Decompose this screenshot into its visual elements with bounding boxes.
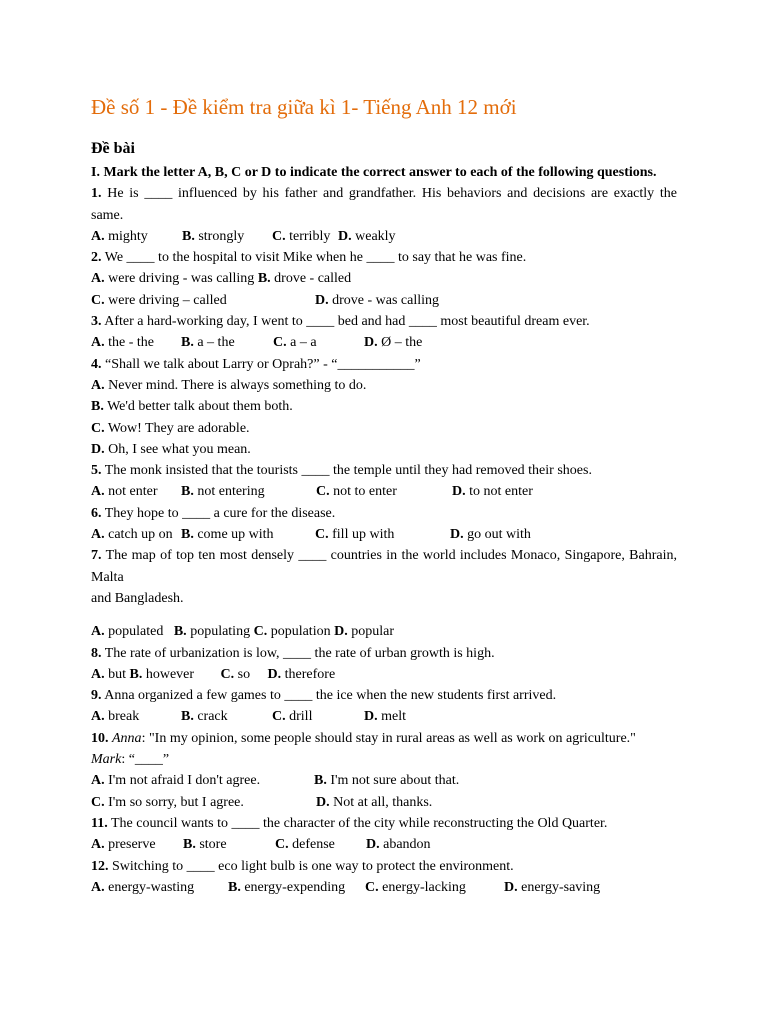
option-c: not to enter — [333, 484, 397, 500]
option-c: population — [270, 624, 331, 640]
question-6 — [91, 503, 677, 524]
option-b: a – the — [197, 335, 235, 351]
option-c: drill — [289, 709, 313, 725]
option-b: crack — [197, 709, 228, 725]
option-c: terribly — [289, 228, 331, 244]
option-c: were driving – called — [108, 292, 227, 308]
question-body — [91, 162, 677, 898]
option-a: the - the — [108, 335, 154, 351]
option-a: break — [108, 709, 140, 725]
question-11 — [91, 813, 677, 834]
instruction: I. Mark the letter A, B, C or D to indicate the correct answer to each of the following questions. — [91, 165, 657, 180]
question-text: The monk insisted that the tourists ____ the temple until they had removed their shoes. — [101, 463, 592, 479]
options-2-cd: C. were driving – called D. drove - was calling — [91, 292, 440, 308]
question-2 — [91, 247, 677, 268]
option-d: Not at all, thanks. — [333, 794, 433, 810]
option-a: were driving - was calling — [108, 271, 255, 287]
section-heading: Đề bài — [91, 140, 135, 157]
option-b: not entering — [197, 484, 265, 500]
option-b: populating — [190, 624, 251, 640]
question-text: Anna organized a few games to ____ the ice when the new students first arrived. — [101, 688, 557, 704]
question-5 — [91, 460, 677, 481]
question-number: 3. — [91, 314, 102, 330]
question-text: He is ____ influenced by his father and grandfather. His behaviors and decisions are exactly the same. — [91, 186, 677, 223]
speaker-anna: Anna — [112, 730, 142, 746]
option-c: a – a — [290, 335, 317, 351]
option-a: preserve — [108, 837, 156, 853]
question-text: After a hard-working day, I went to ____ bed and had ____ most beautiful dream ever. — [101, 314, 590, 330]
option-c: energy-lacking — [382, 879, 466, 895]
option-d: abandon — [383, 837, 431, 853]
question-text: “Shall we talk about Larry or Oprah?” - “___________” — [101, 356, 421, 372]
options-11: A. preserve B. store C. defense D. abandon — [91, 837, 431, 853]
option-a: I'm not afraid I don't agree. — [108, 773, 261, 789]
question-number: 1. — [91, 186, 102, 202]
option-a: energy-wasting — [108, 879, 195, 895]
option-d: drove - was calling — [332, 292, 440, 308]
option-d: Oh, I see what you mean. — [108, 441, 251, 457]
question-8 — [91, 643, 677, 664]
options-12: A. energy-wasting B. energy-expending C. energy-lacking D. energy-saving — [91, 879, 601, 895]
question-number: 9. — [91, 688, 102, 704]
question-text: Switching to ____ eco light bulb is one way to protect the environment. — [108, 858, 514, 874]
options-10-ab: A. I'm not afraid I don't agree. B. I'm not sure about that. — [91, 773, 460, 789]
question-10-reply: Mark: “____” — [91, 752, 170, 768]
question-10 — [91, 728, 677, 749]
option-b: I'm not sure about that. — [330, 773, 460, 789]
option-c: Wow! They are adorable. — [107, 420, 250, 436]
option-b: come up with — [197, 527, 274, 543]
question-number: 11. — [91, 815, 108, 831]
question-number: 10. — [91, 730, 109, 746]
options-7: A. populated B. populating C. population D. popular — [91, 624, 394, 640]
option-4d: D. Oh, I see what you mean. — [91, 441, 251, 457]
option-b: strongly — [198, 228, 245, 244]
option-c: fill up with — [332, 527, 395, 543]
question-number: 6. — [91, 505, 102, 521]
question-12 — [91, 856, 677, 877]
option-a: not enter — [108, 484, 158, 500]
question-number: 12. — [91, 858, 109, 874]
option-d: go out with — [467, 527, 531, 543]
speaker-mark: Mark — [91, 752, 122, 768]
options-2-ab: A. were driving - was calling B. drove - called — [91, 271, 352, 287]
question-text: : "In my opinion, some people should stay in rural areas as well as work on agriculture." — [141, 730, 636, 746]
options-3: A. the - the B. a – the C. a – a D. Ø – the — [91, 335, 423, 351]
question-text: The rate of urbanization is low, ____ the rate of urban growth is high. — [101, 645, 495, 661]
options-8: A. but B. however C. so D. therefore — [91, 666, 336, 682]
option-d: therefore — [284, 666, 336, 682]
question-number: 5. — [91, 463, 102, 479]
options-9: A. break B. crack C. drill D. melt — [91, 709, 407, 725]
question-7-cont: and Bangladesh. — [91, 590, 184, 606]
option-b: store — [199, 837, 227, 853]
option-b: We'd better talk about them both. — [107, 399, 293, 415]
question-4 — [91, 354, 677, 375]
option-a: mighty — [108, 228, 148, 244]
option-d: energy-saving — [521, 879, 601, 895]
option-a: populated — [108, 624, 164, 640]
option-a: but — [108, 666, 127, 682]
options-10-cd: C. I'm so sorry, but I agree. D. Not at all, thanks. — [91, 794, 433, 810]
option-d: to not enter — [469, 484, 533, 500]
question-number: 4. — [91, 356, 102, 372]
question-number: 8. — [91, 645, 102, 661]
option-a: Never mind. There is always something to do. — [108, 377, 367, 393]
options-6: A. catch up on B. come up with C. fill up with D. go out with — [91, 527, 531, 543]
option-a: catch up on — [108, 527, 173, 543]
options-1: A. mighty B. strongly C. terribly D. weakly — [91, 228, 396, 244]
document-title: Đề số 1 - Đề kiểm tra giữa kì 1- Tiếng Anh 12 mới — [91, 95, 517, 119]
question-7 — [91, 545, 677, 588]
question-number: 2. — [91, 250, 102, 266]
question-3 — [91, 311, 677, 332]
option-b: however — [145, 666, 195, 682]
option-d: Ø – the — [381, 335, 423, 351]
option-c: I'm so sorry, but I agree. — [108, 794, 244, 810]
question-text: We ____ to the hospital to visit Mike when he ____ to say that he was fine. — [101, 250, 527, 266]
option-d: popular — [351, 624, 394, 640]
question-text: The council wants to ____ the character of the city while reconstructing the Old Quarter. — [107, 815, 608, 831]
question-text: The map of top ten most densely ____ countries in the world includes Monaco, Singapore, Bahrain, Malta — [91, 548, 677, 585]
option-d: weakly — [355, 228, 396, 244]
options-5: A. not enter B. not entering C. not to enter D. to not enter — [91, 484, 533, 500]
question-text: They hope to ____ a cure for the disease. — [101, 505, 336, 521]
option-b: drove - called — [274, 271, 352, 287]
option-4a: A. Never mind. There is always something to do. — [91, 377, 367, 393]
option-b: energy-expending — [244, 879, 346, 895]
option-4b: B. We'd better talk about them both. — [91, 399, 293, 415]
question-1 — [91, 183, 677, 226]
question-9 — [91, 685, 677, 706]
option-c: so — [237, 666, 251, 682]
option-c: defense — [292, 837, 335, 853]
option-4c: C. Wow! They are adorable. — [91, 420, 250, 436]
question-number: 7. — [91, 548, 102, 564]
option-d: melt — [381, 709, 407, 725]
